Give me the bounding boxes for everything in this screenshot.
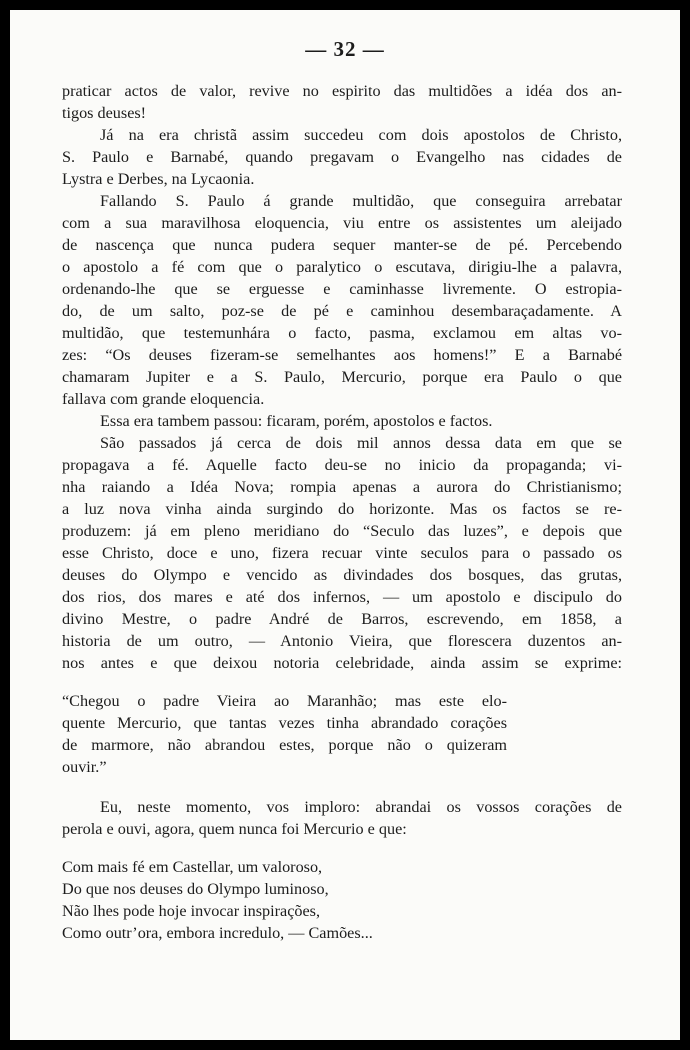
verse-line: Não lhes pode hoje invocar inspirações,	[62, 902, 321, 920]
body-text	[62, 80, 622, 944]
text-line: S. Paulo e Barnabé, quando pregavam o Evangelho nas cidades de	[62, 148, 622, 166]
text-line: propagava a fé. Aquelle facto deu-se no inicio da propaganda; vi-	[62, 456, 622, 474]
text-line: do, de um salto, poz-se de pé e caminhou desembaraçadamente. A	[62, 302, 622, 320]
text-line: chamaram Jupiter e a S. Paulo, Mercurio, porque era Paulo o que	[62, 368, 622, 386]
text-line: historia de um outro, — Antonio Vieira, que florescera duzentos an-	[62, 632, 622, 650]
text-line: São passados já cerca de dois mil annos dessa data em que se	[100, 434, 622, 452]
quote-line: de marmore, não abrandou estes, porque não o quizeram	[62, 736, 507, 754]
text-line: esse Christo, doce e uno, fizera recuar vinte seculos para o passado os	[62, 544, 622, 562]
text-line: tigos deuses!	[62, 104, 147, 122]
block-quote	[62, 690, 507, 778]
closing-paragraph	[62, 796, 622, 840]
paragraph-1	[62, 80, 622, 124]
quote-line: ouvir.”	[62, 758, 107, 776]
paragraph-3	[62, 190, 622, 410]
paragraph-5	[62, 432, 622, 674]
text-line: Lystra e Derbes, na Lycaonia.	[62, 170, 255, 188]
text-line: zes: “Os deuses fizeram-se semelhantes aos homens!” E a Barnabé	[62, 346, 622, 364]
quote-line: “Chegou o padre Vieira ao Maranhão; mas este elo-	[62, 692, 507, 710]
text-line: de nascença que nunca pudera sequer manter-se de pé. Percebendo	[62, 236, 622, 254]
spacer	[62, 674, 622, 690]
text-line: perola e ouvi, agora, quem nunca foi Mercurio e que:	[62, 820, 407, 838]
text-line: divino Mestre, o padre André de Barros, escrevendo, em 1858, a	[62, 610, 622, 628]
verse-line: Como outr’ora, embora incredulo, — Camões...	[62, 924, 373, 942]
text-line: nha raiando a Idéa Nova; rompia apenas a aurora do Christianismo;	[62, 478, 622, 496]
verse-stanza	[62, 856, 482, 944]
text-line: multidão, que testemunhára o facto, pasma, exclamou em altas vo-	[62, 324, 622, 342]
text-line: Eu, neste momento, vos imploro: abrandai os vossos corações de	[100, 798, 622, 816]
text-line: nos antes e que deixou notoria celebridade, ainda assim se exprime:	[62, 654, 622, 672]
text-line: dos rios, dos mares e até dos infernos, — um apostolo e discipulo do	[62, 588, 622, 606]
spacer	[62, 778, 622, 796]
page-number: — 32 —	[305, 37, 385, 61]
text-line: Essa era tambem passou: ficaram, porém, apostolos e factos.	[100, 412, 493, 430]
paragraph-2	[62, 124, 622, 190]
text-line: Já na era christã assim succedeu com dois apostolos de Christo,	[100, 126, 622, 144]
text-line: com a sua maravilhosa eloquencia, viu entre os assistentes um aleijado	[62, 214, 622, 232]
text-line: fallava com grande eloquencia.	[62, 390, 265, 408]
paragraph-4	[62, 410, 622, 432]
text-line: a luz nova vinha ainda surgindo do horizonte. Mas os factos se re-	[62, 500, 622, 518]
verse-line: Do que nos deuses do Olympo luminoso,	[62, 880, 329, 898]
text-line: deuses do Olympo e vencido as divindades dos bosques, das grutas,	[62, 566, 622, 584]
text-line: ordenando-lhe que se erguesse e caminhasse livremente. O estropia-	[62, 280, 622, 298]
spacer	[62, 840, 622, 856]
verse-line: Com mais fé em Castellar, um valoroso,	[62, 858, 323, 876]
text-line: praticar actos de valor, revive no espirito das multidões a idéa dos an-	[62, 82, 622, 100]
quote-line: quente Mercurio, que tantas vezes tinha abrandado corações	[62, 714, 507, 732]
text-line: produzem: já em pleno meridiano do “Seculo das luzes”, e depois que	[62, 522, 622, 540]
text-line: Fallando S. Paulo á grande multidão, que conseguira arrebatar	[100, 192, 622, 210]
book-page	[10, 10, 680, 1040]
text-line: o apostolo a fé com que o paralytico o escutava, dirigiu-lhe a palavra,	[62, 258, 622, 276]
